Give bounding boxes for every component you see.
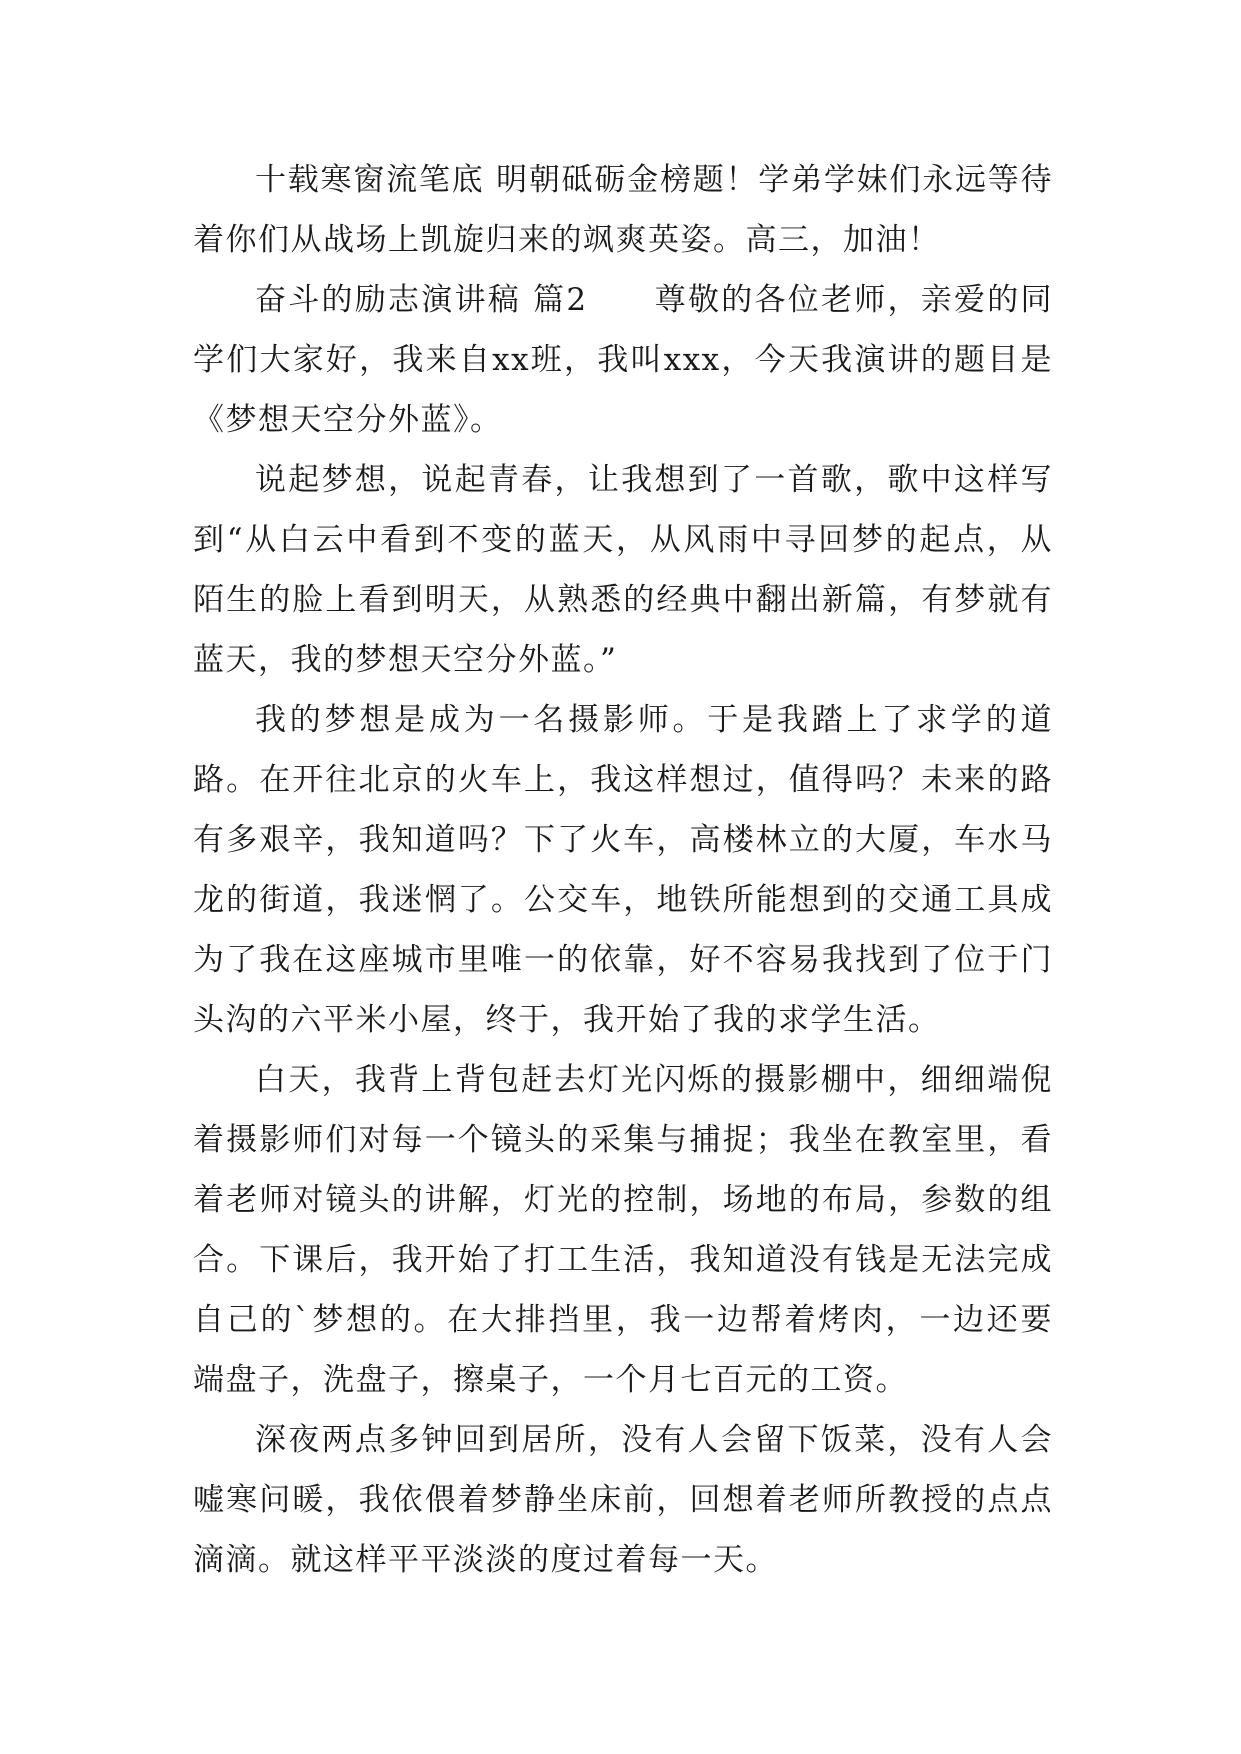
paragraph-1: 十载寒窗流笔底 明朝砥砺金榜题！学弟学妹们永远等待着你们从战场上凯旋归来的飒爽英姿。高三，加油！ bbox=[193, 162, 1053, 258]
document-body bbox=[193, 150, 1053, 1590]
paragraph-2: 奋斗的励志演讲稿 篇2 尊敬的各位老师，亲爱的同学们大家好，我来自xx班，我叫xxx，今天我演讲的题目是《梦想天空分外蓝》。 bbox=[193, 282, 1053, 438]
paragraph-6: 深夜两点多钟回到居所，没有人会留下饭菜，没有人会嘘寒问暖，我依偎着梦静坐床前，回想着老师所教授的点点滴滴。就这样平平淡淡的度过着每一天。 bbox=[193, 1422, 1053, 1578]
paragraph-5: 白天，我背上背包赶去灯光闪烁的摄影棚中，细细端倪着摄影师们对每一个镜头的采集与捕捉；我坐在教室里，看着老师对镜头的讲解，灯光的控制，场地的布局，参数的组合。下课后，我开始了打工生活，我知道没有钱是无法完成自己的`梦想的。在大排挡里，我一边帮着烤肉，一边还要端盘子，洗盘子，擦桌子，一个月七百元的工资。 bbox=[193, 1062, 1053, 1398]
paragraph-4: 我的梦想是成为一名摄影师。于是我踏上了求学的道路。在开往北京的火车上，我这样想过，值得吗？未来的路有多艰辛，我知道吗？下了火车，高楼林立的大厦，车水马龙的街道，我迷惘了。公交车，地铁所能想到的交通工具成为了我在这座城市里唯一的依靠，好不容易我找到了位于门头沟的六平米小屋，终于，我开始了我的求学生活。 bbox=[193, 702, 1053, 1038]
paragraph-3: 说起梦想，说起青春，让我想到了一首歌，歌中这样写到“从白云中看到不变的蓝天，从风雨中寻回梦的起点，从陌生的脸上看到明天，从熟悉的经典中翻出新篇，有梦就有蓝天，我的梦想天空分外蓝。” bbox=[193, 462, 1053, 678]
